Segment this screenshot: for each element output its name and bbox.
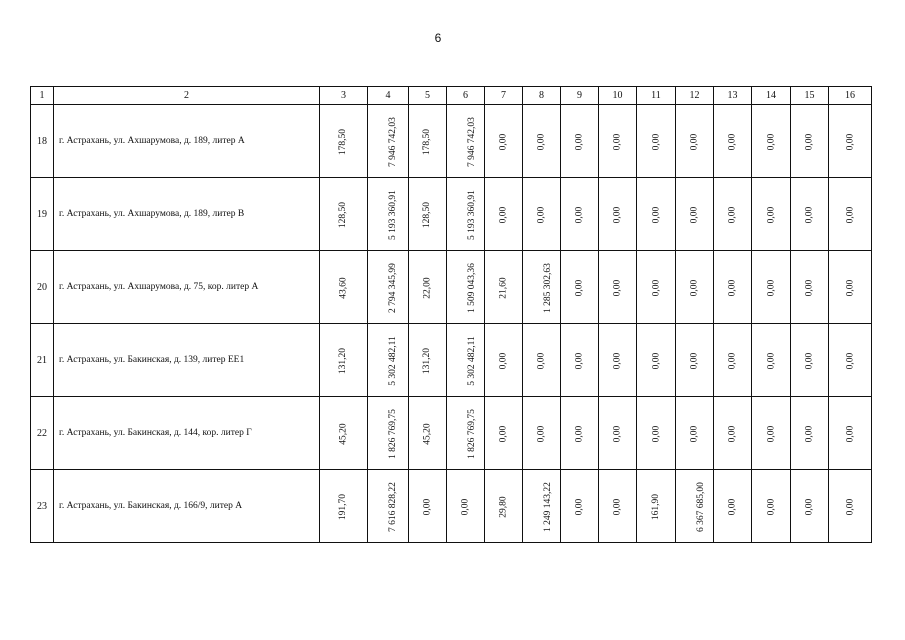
address-cell: г. Астрахань, ул. Ахшарумова, д. 189, литер А <box>54 105 320 178</box>
cell-value: 0,00 <box>727 133 738 150</box>
value-cell <box>523 251 561 324</box>
column-header: 12 <box>676 87 714 105</box>
table-row <box>31 251 872 324</box>
value-cell <box>485 251 523 324</box>
value-cell <box>637 251 676 324</box>
value-cell <box>676 105 714 178</box>
cell-value: 0,00 <box>804 206 815 223</box>
column-header: 5 <box>409 87 447 105</box>
table-row <box>31 397 872 470</box>
value-cell <box>447 397 485 470</box>
cell-value: 191,70 <box>338 493 349 520</box>
column-header: 7 <box>485 87 523 105</box>
cell-value: 0,00 <box>804 425 815 442</box>
value-cell <box>714 397 752 470</box>
header-row <box>31 87 872 105</box>
row-number: 20 <box>31 251 54 324</box>
cell-value: 128,50 <box>338 201 349 228</box>
row-number: 23 <box>31 470 54 543</box>
cell-value: 0,00 <box>574 352 585 369</box>
cell-value: 5 193 360,91 <box>387 189 398 240</box>
cell-value: 0,00 <box>766 279 776 296</box>
cell-value: 29,80 <box>498 495 509 518</box>
value-cell <box>409 251 447 324</box>
value-cell <box>637 324 676 397</box>
value-cell <box>676 178 714 251</box>
value-cell <box>523 105 561 178</box>
address-cell: г. Астрахань, ул. Бакинская, д. 139, литер ЕЕ1 <box>54 324 320 397</box>
cell-value: 0,00 <box>689 425 700 442</box>
cell-value: 178,50 <box>338 128 349 155</box>
cell-value: 0,00 <box>845 206 855 223</box>
value-cell <box>599 324 637 397</box>
value-cell <box>791 251 829 324</box>
value-cell <box>447 105 485 178</box>
table-row <box>31 324 872 397</box>
column-header: 4 <box>368 87 409 105</box>
value-cell <box>368 105 409 178</box>
cell-value: 0,00 <box>536 352 547 369</box>
value-cell <box>599 251 637 324</box>
cell-value: 161,90 <box>651 493 661 520</box>
cell-value: 43,60 <box>338 276 349 299</box>
value-cell <box>368 178 409 251</box>
value-cell <box>791 178 829 251</box>
value-cell <box>485 178 523 251</box>
value-cell <box>637 397 676 470</box>
cell-value: 0,00 <box>651 279 661 296</box>
cell-value: 5 193 360,91 <box>466 189 477 240</box>
value-cell <box>561 470 599 543</box>
value-cell <box>637 105 676 178</box>
cell-value: 0,00 <box>845 133 855 150</box>
row-number: 22 <box>31 397 54 470</box>
cell-value: 6 367 685,00 <box>695 481 706 532</box>
cell-value: 0,00 <box>766 425 776 442</box>
value-cell <box>676 470 714 543</box>
cell-value: 0,00 <box>574 279 585 296</box>
row-number: 19 <box>31 178 54 251</box>
value-cell <box>676 324 714 397</box>
value-cell <box>829 397 872 470</box>
cell-value: 0,00 <box>498 206 509 223</box>
value-cell <box>714 251 752 324</box>
cell-value: 0,00 <box>804 133 815 150</box>
cell-value: 7 946 742,03 <box>387 116 398 167</box>
cell-value: 0,00 <box>804 498 815 515</box>
value-cell <box>561 251 599 324</box>
value-cell <box>368 251 409 324</box>
cell-value: 131,20 <box>422 347 433 374</box>
value-cell <box>637 470 676 543</box>
column-header: 15 <box>791 87 829 105</box>
table-row <box>31 105 872 178</box>
cell-value: 5 302 482,11 <box>387 335 398 386</box>
cell-value: 0,00 <box>422 498 433 515</box>
cell-value: 0,00 <box>460 498 471 515</box>
value-cell <box>485 105 523 178</box>
cell-value: 0,00 <box>689 352 700 369</box>
value-cell <box>752 105 791 178</box>
column-header: 10 <box>599 87 637 105</box>
value-cell <box>447 324 485 397</box>
column-header: 6 <box>447 87 485 105</box>
value-cell <box>485 397 523 470</box>
page-number: 6 <box>434 31 442 45</box>
cell-value: 178,50 <box>422 128 433 155</box>
cell-value: 0,00 <box>845 352 855 369</box>
value-cell <box>676 251 714 324</box>
cell-value: 0,00 <box>845 425 855 442</box>
value-cell <box>561 178 599 251</box>
cell-value: 0,00 <box>612 133 623 150</box>
cell-value: 0,00 <box>574 206 585 223</box>
value-cell <box>485 324 523 397</box>
cell-value: 0,00 <box>574 498 585 515</box>
cell-value: 0,00 <box>727 352 738 369</box>
cell-value: 0,00 <box>612 206 623 223</box>
value-cell <box>409 178 447 251</box>
value-cell <box>752 178 791 251</box>
row-number: 18 <box>31 105 54 178</box>
cell-value: 1 285 302,63 <box>542 262 553 313</box>
value-cell <box>320 105 368 178</box>
cell-value: 1 826 769,75 <box>466 408 477 459</box>
cell-value: 7 616 828,22 <box>387 481 398 532</box>
value-cell <box>409 397 447 470</box>
value-cell <box>561 105 599 178</box>
cell-value: 7 946 742,03 <box>466 116 477 167</box>
value-cell <box>637 178 676 251</box>
value-cell <box>714 324 752 397</box>
cell-value: 0,00 <box>727 498 738 515</box>
cell-value: 0,00 <box>536 425 547 442</box>
cell-value: 0,00 <box>689 206 700 223</box>
value-cell <box>320 324 368 397</box>
value-cell <box>829 178 872 251</box>
value-cell <box>752 324 791 397</box>
value-cell <box>447 178 485 251</box>
value-cell <box>523 178 561 251</box>
cell-value: 0,00 <box>804 352 815 369</box>
housing-register-table <box>30 86 872 543</box>
value-cell <box>409 105 447 178</box>
value-cell <box>791 470 829 543</box>
value-cell <box>320 178 368 251</box>
table-row <box>31 470 872 543</box>
cell-value: 1 509 043,36 <box>466 262 477 313</box>
cell-value: 0,00 <box>651 425 661 442</box>
column-header: 3 <box>320 87 368 105</box>
address-cell: г. Астрахань, ул. Ахшарумова, д. 75, кор. литер А <box>54 251 320 324</box>
cell-value: 0,00 <box>689 133 700 150</box>
column-header: 8 <box>523 87 561 105</box>
value-cell <box>829 324 872 397</box>
value-cell <box>791 105 829 178</box>
value-cell <box>599 178 637 251</box>
cell-value: 0,00 <box>498 133 509 150</box>
cell-value: 0,00 <box>651 133 661 150</box>
cell-value: 0,00 <box>766 352 776 369</box>
value-cell <box>752 470 791 543</box>
cell-value: 45,20 <box>422 422 433 445</box>
cell-value: 0,00 <box>766 133 776 150</box>
row-number: 21 <box>31 324 54 397</box>
value-cell <box>829 105 872 178</box>
column-header: 16 <box>829 87 872 105</box>
value-cell <box>599 105 637 178</box>
value-cell <box>409 324 447 397</box>
cell-value: 0,00 <box>612 279 623 296</box>
cell-value: 1 249 143,22 <box>542 481 553 532</box>
cell-value: 45,20 <box>338 422 349 445</box>
cell-value: 0,00 <box>651 206 661 223</box>
value-cell <box>561 397 599 470</box>
value-cell <box>791 324 829 397</box>
value-cell <box>368 324 409 397</box>
address-cell: г. Астрахань, ул. Ахшарумова, д. 189, литер В <box>54 178 320 251</box>
column-header: 13 <box>714 87 752 105</box>
value-cell <box>599 397 637 470</box>
value-cell <box>447 470 485 543</box>
value-cell <box>368 470 409 543</box>
value-cell <box>368 397 409 470</box>
value-cell <box>523 324 561 397</box>
cell-value: 0,00 <box>845 279 855 296</box>
column-header: 1 <box>31 87 54 105</box>
cell-value: 5 302 482,11 <box>466 335 477 386</box>
cell-value: 0,00 <box>612 425 623 442</box>
value-cell <box>829 470 872 543</box>
cell-value: 0,00 <box>574 133 585 150</box>
cell-value: 0,00 <box>766 206 776 223</box>
cell-value: 0,00 <box>766 498 776 515</box>
cell-value: 0,00 <box>727 279 738 296</box>
cell-value: 0,00 <box>689 279 700 296</box>
value-cell <box>409 470 447 543</box>
value-cell <box>523 470 561 543</box>
cell-value: 0,00 <box>536 133 547 150</box>
cell-value: 21,60 <box>498 276 509 299</box>
value-cell <box>447 251 485 324</box>
value-cell <box>320 470 368 543</box>
cell-value: 0,00 <box>536 206 547 223</box>
cell-value: 0,00 <box>574 425 585 442</box>
cell-value: 0,00 <box>612 498 623 515</box>
cell-value: 0,00 <box>651 352 661 369</box>
address-cell: г. Астрахань, ул. Бакинская, д. 166/9, литер А <box>54 470 320 543</box>
table-row <box>31 178 872 251</box>
value-cell <box>676 397 714 470</box>
value-cell <box>714 470 752 543</box>
value-cell <box>561 324 599 397</box>
cell-value: 0,00 <box>845 498 855 515</box>
value-cell <box>485 470 523 543</box>
value-cell <box>599 470 637 543</box>
column-header: 9 <box>561 87 599 105</box>
value-cell <box>752 397 791 470</box>
value-cell <box>714 105 752 178</box>
column-header: 2 <box>54 87 320 105</box>
cell-value: 0,00 <box>498 352 509 369</box>
value-cell <box>714 178 752 251</box>
cell-value: 22,00 <box>422 276 433 299</box>
cell-value: 1 826 769,75 <box>387 408 398 459</box>
value-cell <box>829 251 872 324</box>
value-cell <box>752 251 791 324</box>
cell-value: 131,20 <box>338 347 349 374</box>
address-cell: г. Астрахань, ул. Бакинская, д. 144, кор. литер Г <box>54 397 320 470</box>
value-cell <box>523 397 561 470</box>
cell-value: 0,00 <box>804 279 815 296</box>
column-header: 11 <box>637 87 676 105</box>
value-cell <box>320 251 368 324</box>
cell-value: 128,50 <box>422 201 433 228</box>
cell-value: 2 794 345,99 <box>387 262 398 313</box>
cell-value: 0,00 <box>612 352 623 369</box>
cell-value: 0,00 <box>727 425 738 442</box>
value-cell <box>320 397 368 470</box>
column-header: 14 <box>752 87 791 105</box>
cell-value: 0,00 <box>727 206 738 223</box>
cell-value: 0,00 <box>498 425 509 442</box>
value-cell <box>791 397 829 470</box>
